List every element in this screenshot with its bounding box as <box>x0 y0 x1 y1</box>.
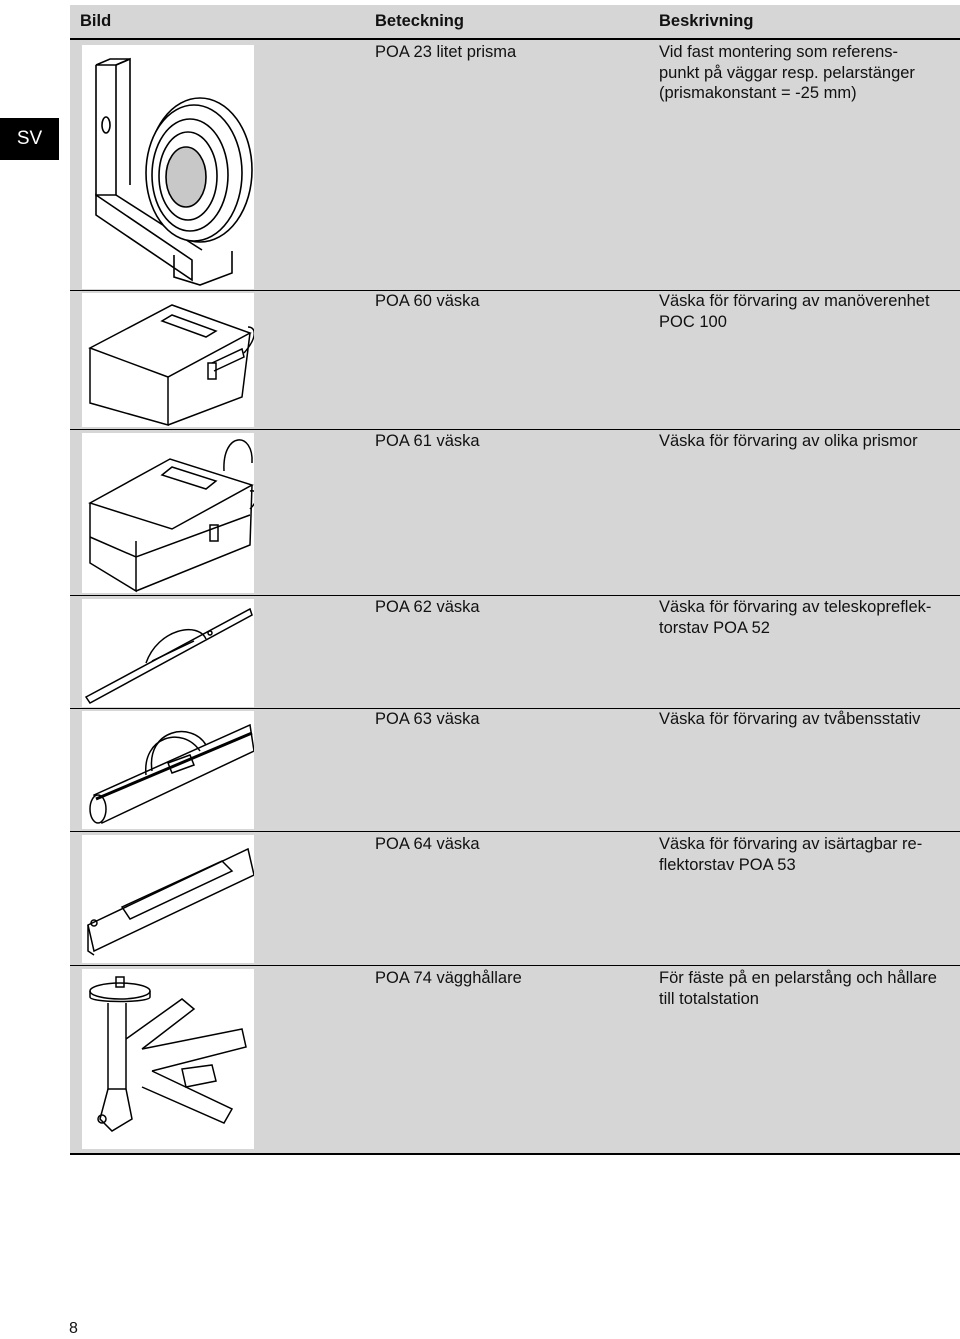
row-6-name: POA 64 väska <box>375 835 480 853</box>
row-3-description: Väska för förvaring av olika prismor <box>659 432 918 450</box>
row-7-description: För fäste på en pelarstång och hållare till totalstation <box>659 969 937 1008</box>
row-2-name: POA 60 väska <box>375 292 480 310</box>
wall-holder-icon <box>82 969 254 1149</box>
row-5-name: POA 63 väska <box>375 710 480 728</box>
row-3-name: POA 61 väska <box>375 432 480 450</box>
row-4-description: Väska för förvaring av teleskopreflek- torstav POA 52 <box>659 598 932 637</box>
box-bag-icon <box>82 835 254 963</box>
small-prism-icon <box>82 45 254 289</box>
accessories-table <box>70 5 960 1155</box>
row-divider <box>70 595 960 596</box>
language-tab: SV <box>0 118 59 160</box>
row-divider <box>70 831 960 832</box>
table-bottom-rule <box>70 1153 960 1155</box>
row-1-description: Vid fast montering som referens- punkt på väggar resp. pelarstänger (prismakonstant = -25 mm) <box>659 43 915 102</box>
header-beskrivning: Beskrivning <box>659 12 754 30</box>
page-number: 8 <box>69 1320 78 1337</box>
row-5-description: Väska för förvaring av tvåbensstativ <box>659 710 921 728</box>
row-6-description: Väska för förvaring av isärtagbar re- flektorstav POA 53 <box>659 835 923 874</box>
header-bild: Bild <box>80 12 112 30</box>
row-divider <box>70 965 960 966</box>
prism-case-icon <box>82 433 254 593</box>
case-icon <box>82 293 254 427</box>
row-1-name: POA 23 litet prisma <box>375 43 517 61</box>
row-divider <box>70 429 960 430</box>
table-header <box>70 5 960 38</box>
header-rule <box>70 38 960 40</box>
row-4-name: POA 62 väska <box>375 598 480 616</box>
row-7-name: POA 74 vägghållare <box>375 969 522 987</box>
long-bag-icon <box>82 599 254 707</box>
tube-bag-icon <box>82 711 254 829</box>
header-beteckning: Beteckning <box>375 12 464 30</box>
row-2-description: Väska för förvaring av manöverenhet POC 100 <box>659 292 930 331</box>
